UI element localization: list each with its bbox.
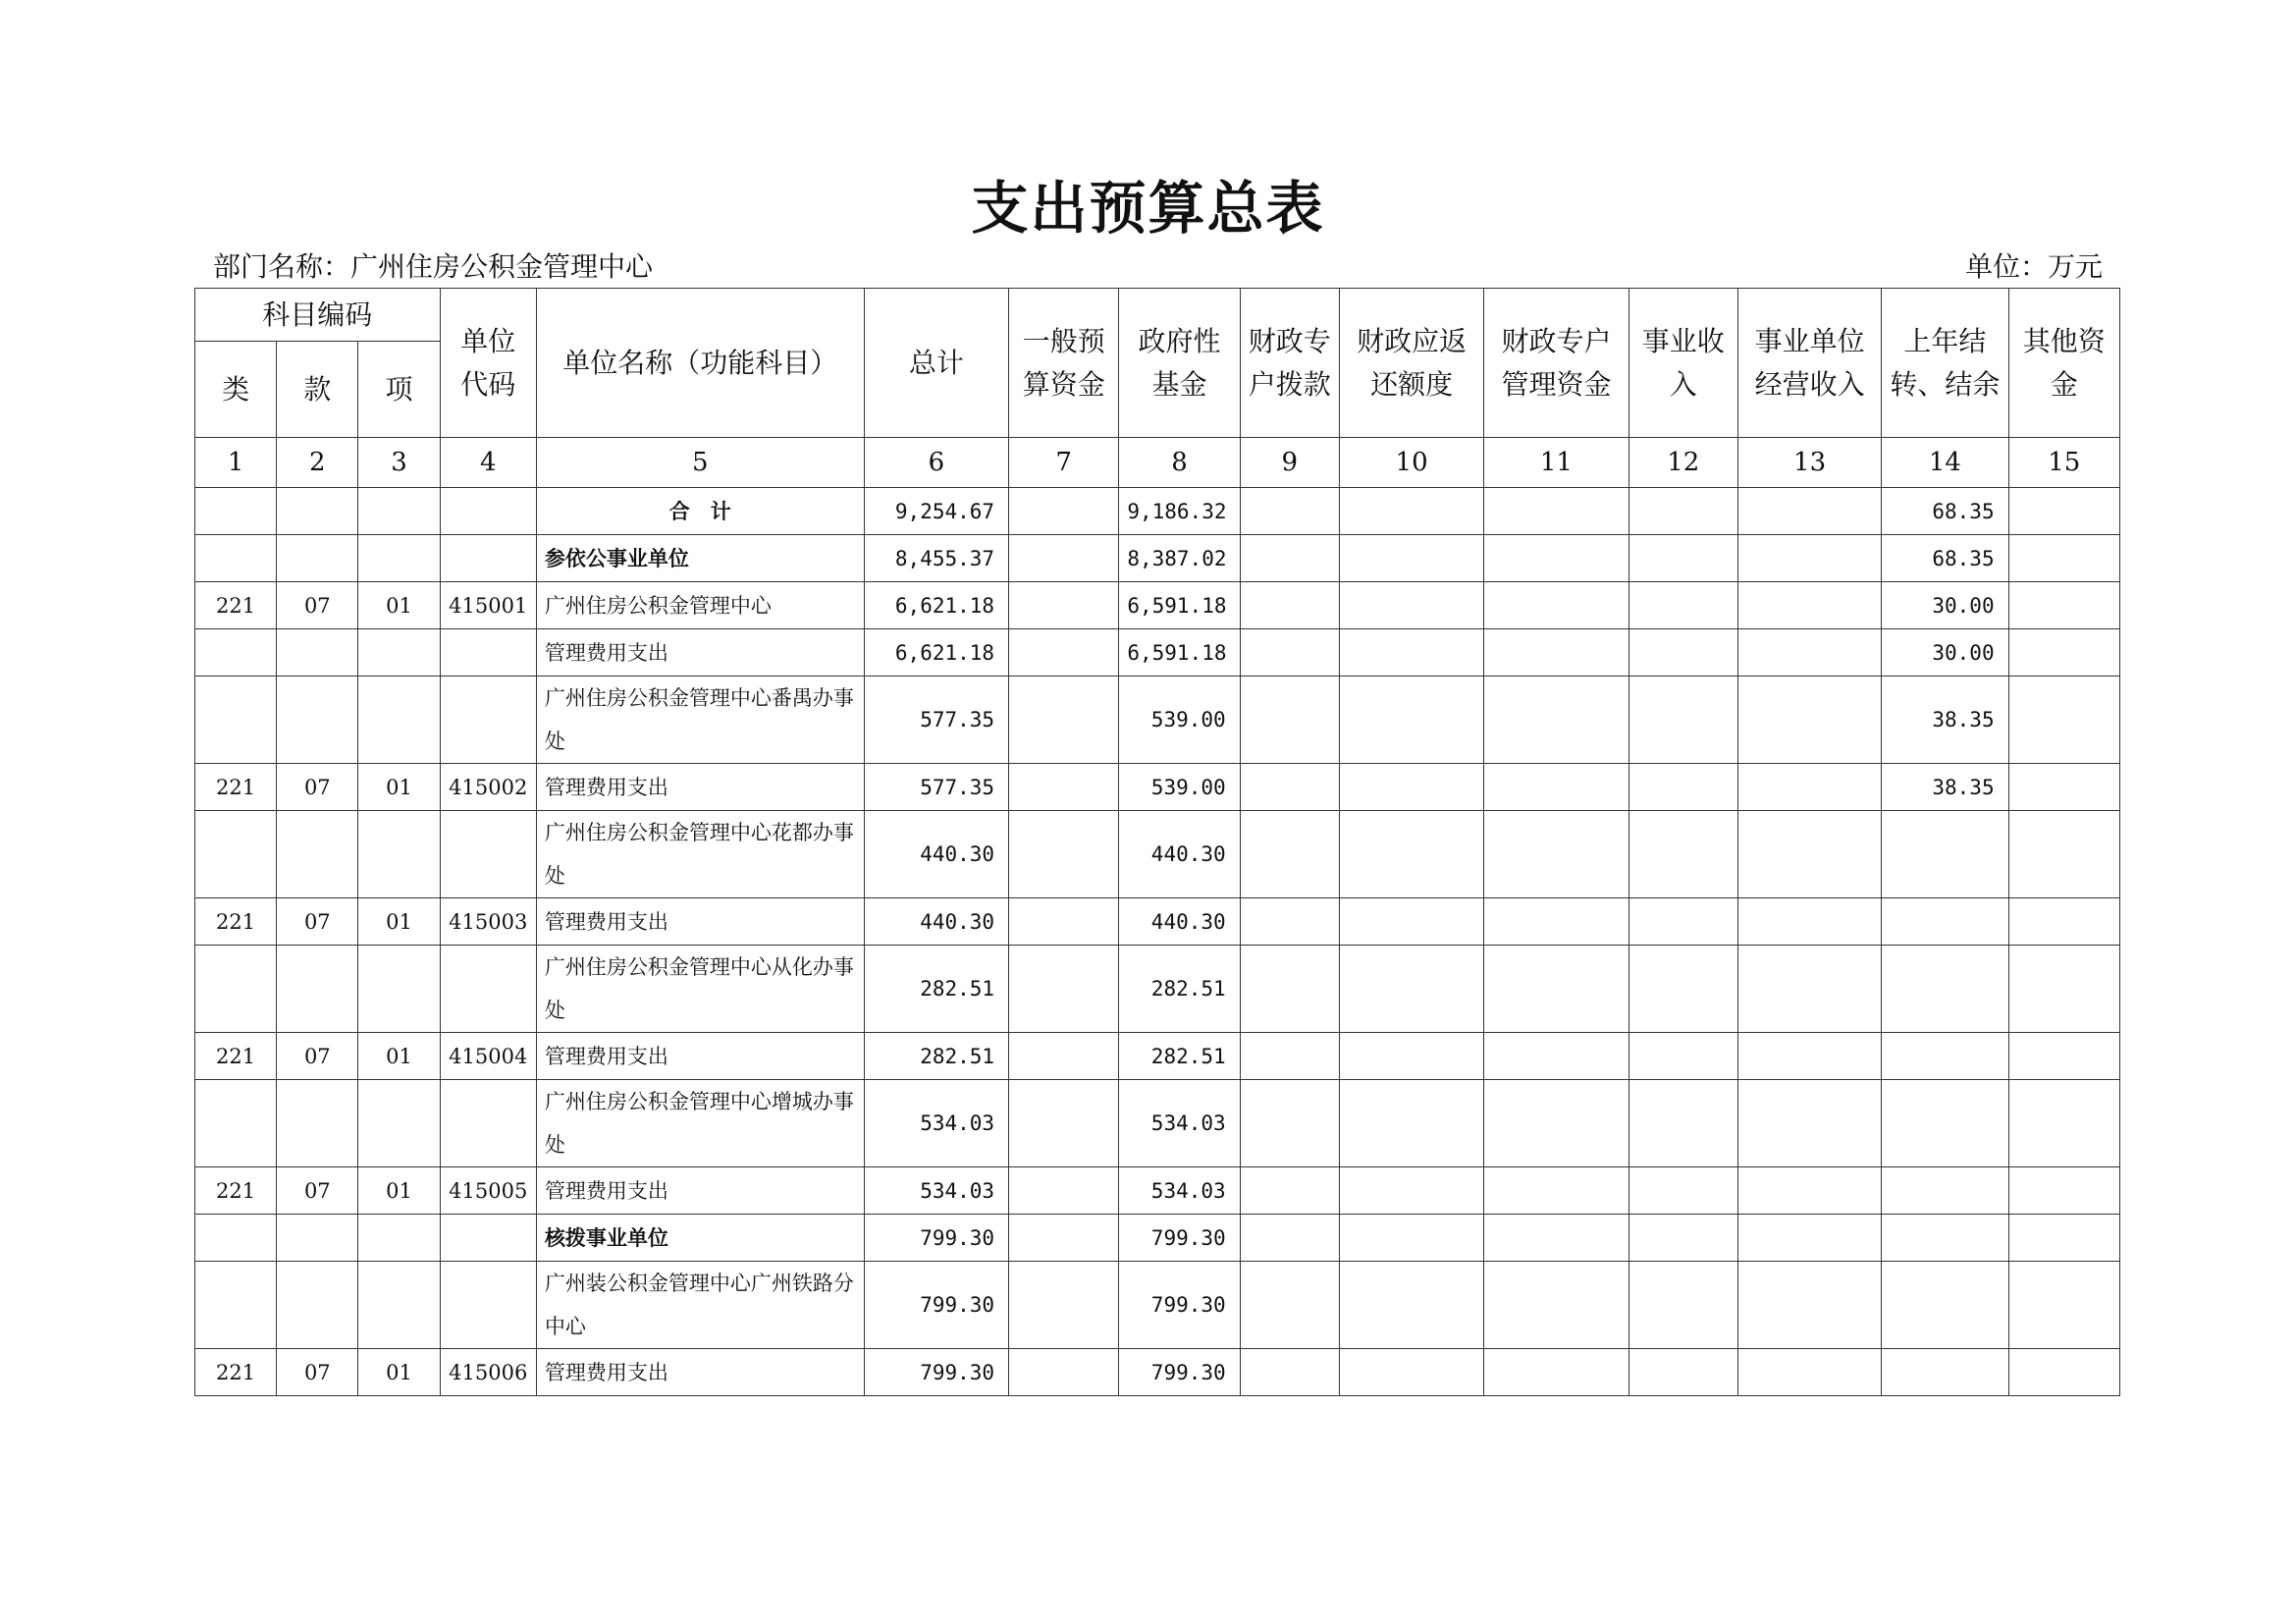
cell-general-budget	[1009, 535, 1119, 582]
cell-other	[2008, 1167, 2119, 1215]
cell-lei: 221	[195, 582, 277, 629]
cell-special-mgmt	[1484, 898, 1629, 946]
cell-lei: 221	[195, 898, 277, 946]
cell-general-budget	[1009, 898, 1119, 946]
cell-other	[2008, 1033, 2119, 1080]
cell-unit-code	[440, 629, 536, 677]
cell-xiang: 01	[358, 1167, 440, 1215]
cell-lei	[195, 535, 277, 582]
cell-xiang	[358, 946, 440, 1033]
cell-gov-fund: 440.30	[1119, 811, 1240, 898]
cell-biz-operating	[1737, 488, 1881, 535]
cell-total: 282.51	[864, 1033, 1008, 1080]
cell-general-budget	[1009, 1349, 1119, 1396]
cell-biz-income	[1629, 1033, 1737, 1080]
table-row	[195, 764, 2120, 811]
cell-xiang	[358, 677, 440, 764]
cell-kuan	[277, 1215, 358, 1262]
cell-unit-name: 广州装公积金管理中心广州铁路分中心	[536, 1262, 864, 1349]
cell-special-mgmt	[1484, 1167, 1629, 1215]
cell-refund	[1339, 535, 1483, 582]
column-index: 3	[358, 438, 440, 488]
table-row	[195, 535, 2120, 582]
cell-carryover: 30.00	[1882, 582, 2008, 629]
cell-biz-income	[1629, 1080, 1737, 1167]
column-index: 7	[1009, 438, 1119, 488]
table-row	[195, 629, 2120, 677]
cell-lei	[195, 1080, 277, 1167]
cell-carryover	[1882, 1033, 2008, 1080]
cell-biz-income	[1629, 1262, 1737, 1349]
cell-biz-income	[1629, 764, 1737, 811]
cell-kuan: 07	[277, 1033, 358, 1080]
cell-special-mgmt	[1484, 677, 1629, 764]
cell-unit-code	[440, 811, 536, 898]
cell-lei: 221	[195, 1167, 277, 1215]
cell-carryover	[1882, 1080, 2008, 1167]
cell-unit-code: 415005	[440, 1167, 536, 1215]
cell-other	[2008, 1080, 2119, 1167]
cell-special-alloc	[1240, 898, 1339, 946]
cell-other	[2008, 1262, 2119, 1349]
cell-special-alloc	[1240, 764, 1339, 811]
cell-unit-code: 415001	[440, 582, 536, 629]
cell-biz-operating	[1737, 1080, 1881, 1167]
cell-unit-name: 管理费用支出	[536, 1167, 864, 1215]
cell-lei: 221	[195, 764, 277, 811]
cell-refund	[1339, 764, 1483, 811]
cell-total: 440.30	[864, 898, 1008, 946]
cell-special-mgmt	[1484, 1349, 1629, 1396]
cell-kuan: 07	[277, 1167, 358, 1215]
cell-special-mgmt	[1484, 1033, 1629, 1080]
cell-xiang	[358, 535, 440, 582]
cell-carryover	[1882, 898, 2008, 946]
cell-other	[2008, 488, 2119, 535]
cell-unit-name: 广州住房公积金管理中心增城办事处	[536, 1080, 864, 1167]
cell-refund	[1339, 1262, 1483, 1349]
cell-unit-code: 415003	[440, 898, 536, 946]
cell-unit-name: 广州住房公积金管理中心	[536, 582, 864, 629]
cell-unit-code	[440, 1262, 536, 1349]
cell-biz-income	[1629, 811, 1737, 898]
cell-kuan	[277, 535, 358, 582]
cell-special-alloc	[1240, 1215, 1339, 1262]
cell-biz-income	[1629, 677, 1737, 764]
cell-unit-name: 广州住房公积金管理中心番禺办事处	[536, 677, 864, 764]
cell-other	[2008, 535, 2119, 582]
header-general-budget: 一般预算资金	[1009, 289, 1119, 438]
cell-kuan: 07	[277, 764, 358, 811]
cell-total: 534.03	[864, 1167, 1008, 1215]
cell-other	[2008, 677, 2119, 764]
cell-general-budget	[1009, 1080, 1119, 1167]
cell-carryover	[1882, 1262, 2008, 1349]
cell-unit-code	[440, 488, 536, 535]
column-index: 15	[2008, 438, 2119, 488]
cell-other	[2008, 811, 2119, 898]
cell-unit-code: 415002	[440, 764, 536, 811]
budget-table	[194, 288, 2120, 1396]
cell-lei	[195, 677, 277, 764]
cell-refund	[1339, 1349, 1483, 1396]
cell-lei	[195, 946, 277, 1033]
cell-unit-name: 管理费用支出	[536, 1349, 864, 1396]
header-gov-fund: 政府性基金	[1119, 289, 1240, 438]
header-other: 其他资金	[2008, 289, 2119, 438]
cell-special-mgmt	[1484, 946, 1629, 1033]
cell-biz-operating	[1737, 1033, 1881, 1080]
cell-special-mgmt	[1484, 629, 1629, 677]
cell-total: 799.30	[864, 1349, 1008, 1396]
cell-kuan: 07	[277, 582, 358, 629]
cell-unit-name: 管理费用支出	[536, 898, 864, 946]
cell-total: 577.35	[864, 677, 1008, 764]
header-special-alloc: 财政专户拨款	[1240, 289, 1339, 438]
cell-refund	[1339, 582, 1483, 629]
cell-special-mgmt	[1484, 582, 1629, 629]
cell-total: 282.51	[864, 946, 1008, 1033]
cell-other	[2008, 629, 2119, 677]
cell-xiang	[358, 1215, 440, 1262]
table-row	[195, 1033, 2120, 1080]
header-special-mgmt: 财政专户管理资金	[1484, 289, 1629, 438]
cell-lei	[195, 488, 277, 535]
cell-carryover	[1882, 1167, 2008, 1215]
cell-xiang	[358, 811, 440, 898]
header-xiang: 项	[358, 342, 440, 438]
cell-unit-code	[440, 677, 536, 764]
cell-xiang	[358, 488, 440, 535]
cell-general-budget	[1009, 582, 1119, 629]
cell-kuan	[277, 1262, 358, 1349]
cell-xiang: 01	[358, 1033, 440, 1080]
cell-biz-operating	[1737, 629, 1881, 677]
cell-unit-name: 广州住房公积金管理中心花都办事处	[536, 811, 864, 898]
cell-unit-name: 核拨事业单位	[536, 1215, 864, 1262]
cell-special-mgmt	[1484, 1215, 1629, 1262]
cell-carryover: 38.35	[1882, 677, 2008, 764]
table-row	[195, 898, 2120, 946]
column-index: 11	[1484, 438, 1629, 488]
cell-special-mgmt	[1484, 535, 1629, 582]
cell-general-budget	[1009, 1262, 1119, 1349]
cell-xiang: 01	[358, 582, 440, 629]
cell-special-alloc	[1240, 1167, 1339, 1215]
cell-biz-income	[1629, 629, 1737, 677]
cell-total: 799.30	[864, 1215, 1008, 1262]
table-row	[195, 1080, 2120, 1167]
cell-lei	[195, 1262, 277, 1349]
table-row	[195, 1215, 2120, 1262]
cell-biz-operating	[1737, 946, 1881, 1033]
cell-special-alloc	[1240, 488, 1339, 535]
cell-gov-fund: 440.30	[1119, 898, 1240, 946]
cell-carryover: 68.35	[1882, 488, 2008, 535]
cell-xiang	[358, 629, 440, 677]
cell-special-alloc	[1240, 535, 1339, 582]
cell-unit-name: 参依公事业单位	[536, 535, 864, 582]
cell-general-budget	[1009, 488, 1119, 535]
cell-gov-fund: 539.00	[1119, 764, 1240, 811]
column-index: 13	[1737, 438, 1881, 488]
cell-special-alloc	[1240, 946, 1339, 1033]
cell-carryover	[1882, 946, 2008, 1033]
cell-special-alloc	[1240, 1080, 1339, 1167]
cell-special-alloc	[1240, 1262, 1339, 1349]
cell-general-budget	[1009, 764, 1119, 811]
cell-special-mgmt	[1484, 1262, 1629, 1349]
cell-refund	[1339, 1215, 1483, 1262]
cell-biz-income	[1629, 535, 1737, 582]
cell-total: 577.35	[864, 764, 1008, 811]
cell-special-alloc	[1240, 582, 1339, 629]
header-subject-code: 科目编码	[195, 289, 441, 342]
cell-carryover	[1882, 811, 2008, 898]
cell-total: 440.30	[864, 811, 1008, 898]
cell-biz-operating	[1737, 898, 1881, 946]
cell-total: 9,254.67	[864, 488, 1008, 535]
cell-lei	[195, 811, 277, 898]
cell-special-mgmt	[1484, 764, 1629, 811]
cell-unit-name: 合 计	[536, 488, 864, 535]
cell-biz-income	[1629, 898, 1737, 946]
cell-special-alloc	[1240, 811, 1339, 898]
cell-kuan: 07	[277, 1349, 358, 1396]
cell-kuan	[277, 811, 358, 898]
cell-gov-fund: 282.51	[1119, 1033, 1240, 1080]
cell-carryover: 68.35	[1882, 535, 2008, 582]
cell-xiang: 01	[358, 764, 440, 811]
cell-xiang	[358, 1080, 440, 1167]
cell-special-alloc	[1240, 1349, 1339, 1396]
cell-special-alloc	[1240, 1033, 1339, 1080]
header-biz-operating: 事业单位经营收入	[1737, 289, 1881, 438]
cell-other	[2008, 898, 2119, 946]
cell-biz-income	[1629, 1349, 1737, 1396]
cell-special-alloc	[1240, 677, 1339, 764]
cell-general-budget	[1009, 1215, 1119, 1262]
cell-gov-fund: 539.00	[1119, 677, 1240, 764]
cell-biz-operating	[1737, 1349, 1881, 1396]
cell-kuan	[277, 677, 358, 764]
column-index: 8	[1119, 438, 1240, 488]
cell-total: 6,621.18	[864, 582, 1008, 629]
cell-special-mgmt	[1484, 488, 1629, 535]
cell-total: 799.30	[864, 1262, 1008, 1349]
table-row	[195, 1349, 2120, 1396]
cell-refund	[1339, 1033, 1483, 1080]
cell-kuan	[277, 629, 358, 677]
cell-lei	[195, 1215, 277, 1262]
cell-unit-name: 管理费用支出	[536, 1033, 864, 1080]
header-unit-code: 单位代码	[440, 289, 536, 438]
cell-general-budget	[1009, 677, 1119, 764]
table-row	[195, 582, 2120, 629]
cell-general-budget	[1009, 811, 1119, 898]
cell-lei: 221	[195, 1033, 277, 1080]
cell-general-budget	[1009, 1033, 1119, 1080]
cell-xiang	[358, 1262, 440, 1349]
column-index: 12	[1629, 438, 1737, 488]
cell-total: 6,621.18	[864, 629, 1008, 677]
cell-biz-operating	[1737, 582, 1881, 629]
cell-refund	[1339, 677, 1483, 764]
cell-other	[2008, 1215, 2119, 1262]
cell-gov-fund: 534.03	[1119, 1080, 1240, 1167]
cell-general-budget	[1009, 1167, 1119, 1215]
cell-biz-income	[1629, 1215, 1737, 1262]
column-index: 5	[536, 438, 864, 488]
cell-total: 8,455.37	[864, 535, 1008, 582]
cell-biz-operating	[1737, 1167, 1881, 1215]
cell-xiang: 01	[358, 898, 440, 946]
cell-biz-operating	[1737, 764, 1881, 811]
table-row	[195, 1167, 2120, 1215]
cell-biz-operating	[1737, 677, 1881, 764]
header-total: 总计	[864, 289, 1008, 438]
cell-unit-name: 管理费用支出	[536, 764, 864, 811]
cell-carryover: 38.35	[1882, 764, 2008, 811]
cell-gov-fund: 799.30	[1119, 1262, 1240, 1349]
cell-refund	[1339, 946, 1483, 1033]
column-index: 10	[1339, 438, 1483, 488]
cell-lei	[195, 629, 277, 677]
cell-kuan	[277, 946, 358, 1033]
column-index: 14	[1882, 438, 2008, 488]
cell-special-mgmt	[1484, 811, 1629, 898]
table-row	[195, 488, 2120, 535]
cell-unit-code	[440, 535, 536, 582]
cell-carryover: 30.00	[1882, 629, 2008, 677]
cell-biz-operating	[1737, 1262, 1881, 1349]
cell-kuan	[277, 488, 358, 535]
table-row	[195, 811, 2120, 898]
cell-refund	[1339, 1167, 1483, 1215]
table-row	[195, 1262, 2120, 1349]
column-index: 2	[277, 438, 358, 488]
header-refund: 财政应返还额度	[1339, 289, 1483, 438]
department-name: 部门名称：广州住房公积金管理中心	[213, 250, 654, 283]
cell-lei: 221	[195, 1349, 277, 1396]
header-carryover: 上年结转、结余	[1882, 289, 2008, 438]
cell-unit-name: 广州住房公积金管理中心从化办事处	[536, 946, 864, 1033]
cell-biz-operating	[1737, 1215, 1881, 1262]
header-unit-name: 单位名称（功能科目）	[536, 289, 864, 438]
cell-other	[2008, 764, 2119, 811]
cell-unit-code	[440, 1080, 536, 1167]
cell-refund	[1339, 1080, 1483, 1167]
cell-gov-fund: 534.03	[1119, 1167, 1240, 1215]
cell-total: 534.03	[864, 1080, 1008, 1167]
page-title: 支出预算总表	[971, 175, 1325, 242]
cell-gov-fund: 799.30	[1119, 1349, 1240, 1396]
cell-unit-code: 415004	[440, 1033, 536, 1080]
cell-general-budget	[1009, 946, 1119, 1033]
cell-refund	[1339, 898, 1483, 946]
cell-biz-operating	[1737, 535, 1881, 582]
cell-other	[2008, 946, 2119, 1033]
column-index: 9	[1240, 438, 1339, 488]
header-lei: 类	[195, 342, 277, 438]
cell-unit-code: 415006	[440, 1349, 536, 1396]
cell-gov-fund: 799.30	[1119, 1215, 1240, 1262]
column-index: 4	[440, 438, 536, 488]
cell-general-budget	[1009, 629, 1119, 677]
table-row	[195, 677, 2120, 764]
header-kuan: 款	[277, 342, 358, 438]
column-index: 1	[195, 438, 277, 488]
unit-label: 单位：万元	[1964, 250, 2103, 283]
cell-gov-fund: 9,186.32	[1119, 488, 1240, 535]
cell-biz-operating	[1737, 811, 1881, 898]
cell-refund	[1339, 488, 1483, 535]
cell-refund	[1339, 811, 1483, 898]
cell-biz-income	[1629, 488, 1737, 535]
table-row	[195, 946, 2120, 1033]
cell-carryover	[1882, 1349, 2008, 1396]
cell-biz-income	[1629, 946, 1737, 1033]
cell-special-alloc	[1240, 629, 1339, 677]
cell-gov-fund: 8,387.02	[1119, 535, 1240, 582]
cell-other	[2008, 582, 2119, 629]
cell-unit-name: 管理费用支出	[536, 629, 864, 677]
cell-xiang: 01	[358, 1349, 440, 1396]
header-biz-income: 事业收入	[1629, 289, 1737, 438]
cell-refund	[1339, 629, 1483, 677]
cell-gov-fund: 6,591.18	[1119, 629, 1240, 677]
cell-special-mgmt	[1484, 1080, 1629, 1167]
cell-other	[2008, 1349, 2119, 1396]
column-index: 6	[864, 438, 1008, 488]
cell-carryover	[1882, 1215, 2008, 1262]
cell-unit-code	[440, 946, 536, 1033]
cell-gov-fund: 282.51	[1119, 946, 1240, 1033]
cell-gov-fund: 6,591.18	[1119, 582, 1240, 629]
cell-unit-code	[440, 1215, 536, 1262]
cell-kuan: 07	[277, 898, 358, 946]
cell-kuan	[277, 1080, 358, 1167]
cell-biz-income	[1629, 1167, 1737, 1215]
cell-biz-income	[1629, 582, 1737, 629]
